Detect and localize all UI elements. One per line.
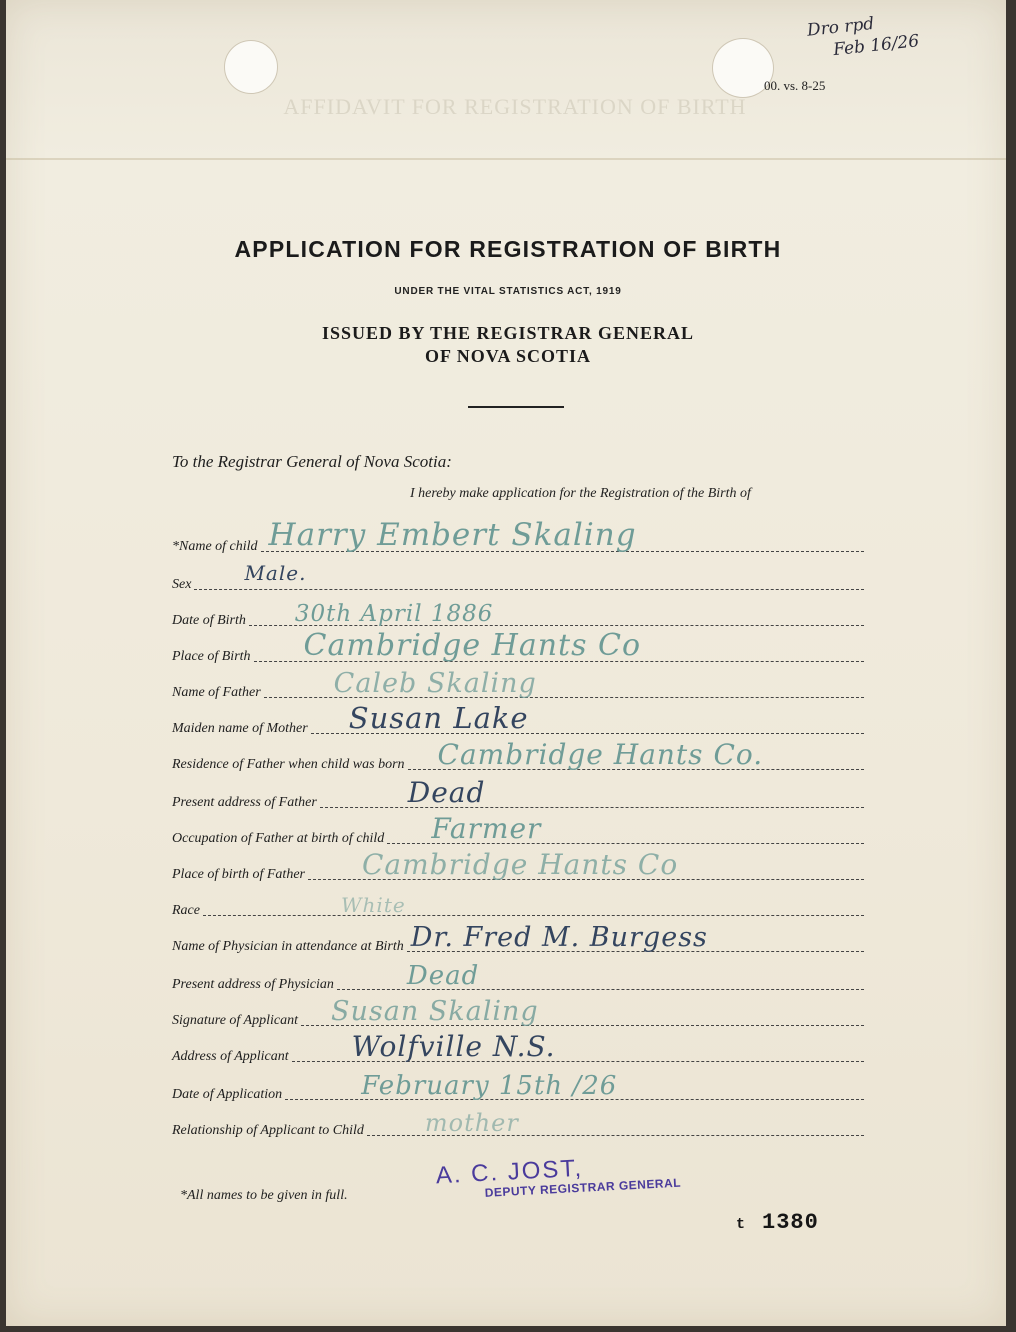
field-line: [261, 517, 864, 553]
field-signature-of-applicant: [172, 996, 864, 1032]
field-value: Dr. Fred M. Burgess: [410, 922, 708, 953]
field-value: mother: [424, 1109, 519, 1137]
stamp-title: DEPUTY REGISTRAR GENERAL: [484, 1175, 682, 1200]
field-value: Caleb Skaling: [333, 668, 537, 699]
field-value: 30th April 1886: [294, 601, 494, 627]
field-label: Maiden name of Mother: [172, 721, 308, 736]
document-number: t 1380: [736, 1210, 819, 1235]
ghost-show-through-text: AFFIDAVIT FOR REGISTRATION OF BIRTH: [283, 94, 747, 119]
field-label: *Name of child: [172, 539, 258, 554]
field-value: Dead: [406, 961, 480, 991]
field-label: Date of Application: [172, 1087, 283, 1102]
field-value: Cambridge Hants Co.: [437, 738, 764, 771]
field-value: Susan Skaling: [331, 996, 539, 1027]
field-value: Susan Lake: [348, 701, 529, 735]
stamp-name: A. C. JOST,: [435, 1154, 584, 1190]
field-label: Occupation of Father at birth of child: [172, 831, 385, 846]
field-line: [311, 701, 864, 735]
field-line: [254, 628, 864, 663]
field-line: [301, 996, 864, 1027]
field-line: [320, 776, 864, 809]
field-line: [264, 668, 864, 699]
field-label: Date of Birth: [172, 613, 246, 628]
field-line: [203, 893, 864, 917]
field-sex: [172, 561, 864, 596]
document-number-value: 1380: [762, 1210, 819, 1235]
corner-note-line2: Feb 16/26: [832, 31, 921, 61]
field-line: [407, 922, 864, 953]
field-line: [285, 1071, 864, 1101]
field-race: [172, 892, 864, 922]
field-label: Residence of Father when child was born: [172, 757, 405, 772]
field-value: Cambridge Hants Co: [303, 628, 642, 663]
field-maiden-name-of-mother: [172, 701, 864, 740]
field-line: [337, 961, 864, 991]
field-label: Relationship of Applicant to Child: [172, 1123, 364, 1138]
field-value: Farmer: [431, 812, 542, 845]
punch-hole-left: [224, 40, 278, 94]
page-title: APPLICATION FOR REGISTRATION OF BIRTH: [234, 236, 782, 262]
field-name-of-physician: [172, 922, 864, 958]
field-line: [249, 601, 864, 627]
field-label: Place of birth of Father: [172, 867, 305, 882]
field-name-of-father: [172, 668, 864, 704]
corner-note-line1: Dro rpd: [806, 13, 876, 41]
field-line: [292, 1030, 864, 1063]
subtitle: UNDER THE VITAL STATISTICS ACT, 1919: [394, 286, 622, 297]
field-label: Present address of Father: [172, 795, 317, 810]
field-place-of-birth: [172, 628, 864, 668]
field-label: Name of Physician in attendance at Birth: [172, 939, 404, 954]
field-value: February 15th /26: [361, 1071, 618, 1101]
field-value: Dead: [407, 776, 486, 809]
issued-by: [0, 322, 1016, 368]
field-value: Cambridge Hants Co: [361, 848, 679, 881]
field-present-address-of-physician: [172, 961, 864, 996]
fold-line: [6, 158, 1006, 160]
field-value: Wolfville N.S.: [351, 1030, 556, 1063]
field-value: Male.: [244, 561, 307, 585]
field-address-of-applicant: [172, 1030, 864, 1068]
field-label: Place of Birth: [172, 649, 251, 664]
field-value: Harry Embert Skaling: [268, 517, 637, 553]
field-date-of-application: [172, 1071, 864, 1106]
field-place-of-birth-of-father: [172, 848, 864, 886]
field-value: White: [340, 893, 406, 917]
field-label: Address of Applicant: [172, 1049, 289, 1064]
field-line: [194, 561, 864, 590]
field-occupation-of-father: [172, 812, 864, 850]
field-line: [408, 738, 864, 771]
field-line: [387, 812, 864, 845]
field-label: Race: [172, 903, 200, 918]
field-line: [367, 1109, 864, 1137]
issued-line2: OF NOVA SCOTIA: [424, 346, 592, 366]
field-present-address-of-father: [172, 776, 864, 814]
title-divider: [468, 406, 564, 408]
footnote: *All names to be given in full.: [180, 1188, 348, 1203]
field-label: Signature of Applicant: [172, 1013, 298, 1028]
field-name-of-child: [172, 517, 864, 558]
issued-line1: ISSUED BY THE REGISTRAR GENERAL: [321, 323, 695, 343]
field-residence-of-father: [172, 738, 864, 776]
field-label: Sex: [172, 577, 192, 592]
field-label: Name of Father: [172, 685, 261, 700]
form-code: 00. vs. 8-25: [764, 78, 826, 93]
field-line: [308, 848, 864, 881]
salutation: To the Registrar General of Nova Scotia:: [172, 452, 452, 471]
field-label: Present address of Physician: [172, 977, 334, 992]
field-relationship-of-applicant: [172, 1109, 864, 1142]
intro-text: I hereby make application for the Registration of the Birth of: [410, 486, 751, 501]
